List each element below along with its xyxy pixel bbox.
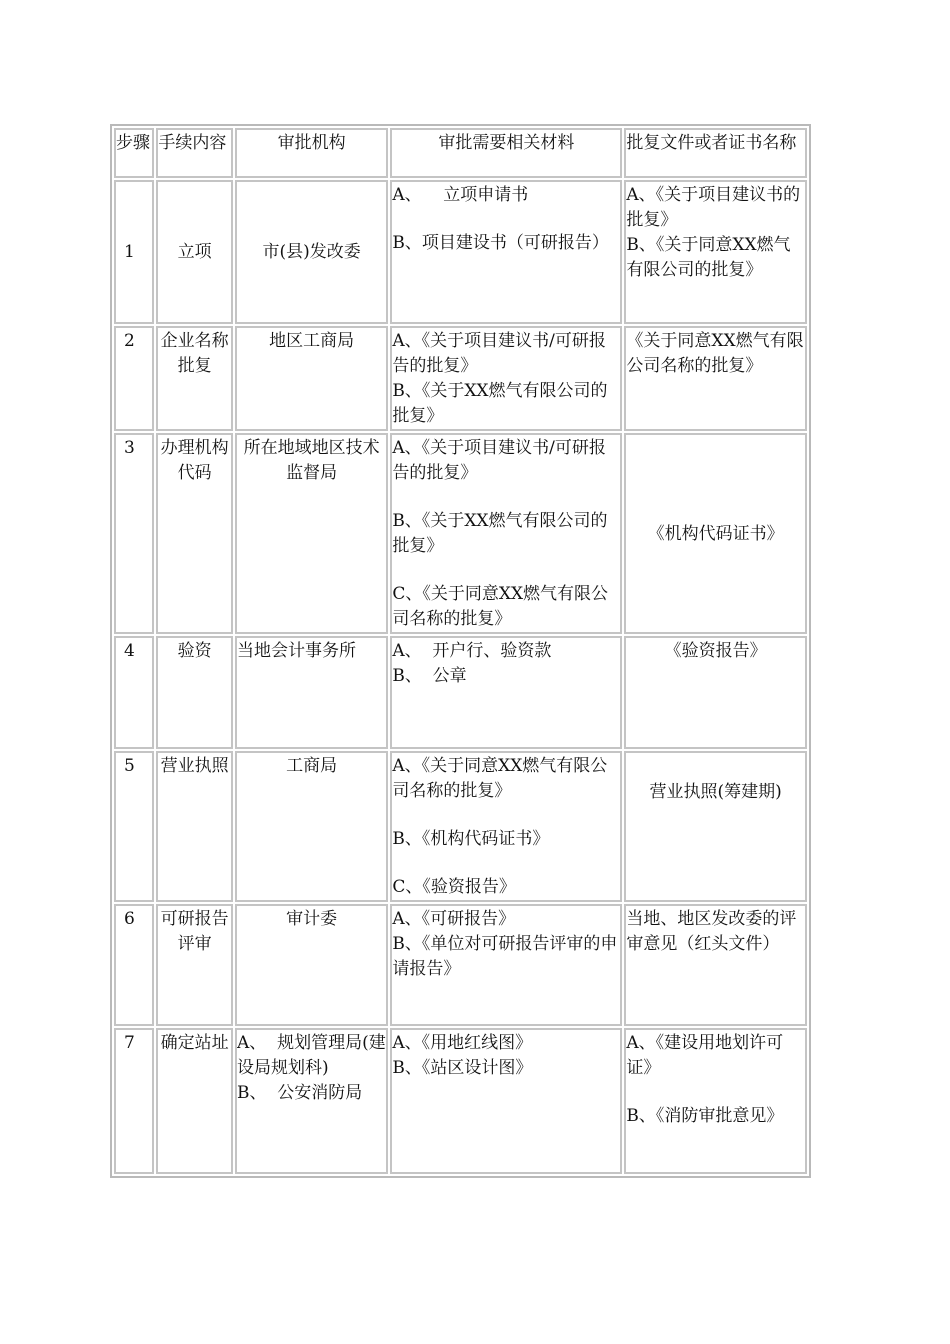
procedure-cell: [156, 751, 233, 902]
document-item: 当地、地区发改委的评审意见（红头文件）: [626, 909, 797, 954]
line-gap: [626, 1081, 805, 1104]
material-item: A、《关于项目建议书/可研报告的批复》: [392, 438, 606, 483]
line-gap: [392, 559, 620, 582]
document-item: 《验资报告》: [664, 641, 767, 661]
table-row: [114, 180, 807, 324]
authority-cell: [235, 751, 388, 902]
procedure-cell: [156, 636, 233, 749]
material-item: B、《单位对可研报告评审的申请报告》: [392, 934, 618, 979]
header-materials: 审批需要相关材料: [390, 128, 622, 178]
procedure-text: 确定站址: [160, 1033, 229, 1053]
line-gap: [392, 486, 620, 509]
procedure-cell: [156, 180, 233, 324]
procedure-text: 立项: [177, 242, 212, 262]
material-item: B、项目建设书（可研报告）: [392, 233, 609, 253]
document-item: B、《消防审批意见》: [626, 1106, 784, 1126]
authority-text: 当地会计事务所: [237, 641, 356, 661]
authority-text: 工商局: [286, 756, 338, 776]
line-gap: [392, 208, 620, 231]
document-item: A、《建设用地划许可证》: [626, 1033, 784, 1078]
document-item: A、《关于项目建议书的批复》: [626, 185, 801, 230]
header-procedure: 手续内容: [156, 128, 233, 178]
documents-cell: [624, 180, 807, 324]
line-gap: [392, 804, 620, 827]
document-item: 《关于同意XX燃气有限公司名称的批复》: [626, 331, 804, 376]
header-documents: 批复文件或者证书名称: [624, 128, 807, 178]
material-item: A、 立项申请书: [392, 185, 529, 205]
materials-cell: [390, 904, 622, 1026]
material-item: A、 开户行、验资款: [392, 641, 552, 661]
materials-cell: [390, 326, 622, 431]
table-row: [114, 636, 807, 749]
material-item: B、《站区设计图》: [392, 1058, 533, 1078]
authority-text: B、 公安消防局: [237, 1083, 363, 1103]
step-number: 7: [114, 1028, 154, 1174]
material-item: A、《可研报告》: [392, 909, 516, 929]
documents-cell: [624, 1028, 807, 1174]
step-number: 2: [114, 326, 154, 431]
authority-text: A、 规划管理局(建设局规划科): [237, 1033, 386, 1078]
authority-text: 审计委: [286, 909, 338, 929]
material-item: A、《用地红线图》: [392, 1033, 533, 1053]
table-row: [114, 326, 807, 431]
step-number: 3: [114, 433, 154, 634]
table-row: [114, 433, 807, 634]
table-row: [114, 904, 807, 1026]
authority-cell: [235, 904, 388, 1026]
authority-text: 所在地域地区技术监督局: [243, 438, 380, 483]
procedure-text: 办理机构代码: [160, 438, 229, 483]
line-gap: [392, 852, 620, 875]
table-row: [114, 1028, 807, 1174]
procedure-cell: [156, 1028, 233, 1174]
procedure-text: 营业执照: [160, 756, 229, 776]
authority-cell: [235, 433, 388, 634]
documents-cell: [624, 326, 807, 431]
authority-text: 地区工商局: [269, 331, 355, 351]
materials-cell: [390, 1028, 622, 1174]
authority-text: 市(县)发改委: [262, 242, 361, 262]
materials-cell: [390, 636, 622, 749]
step-number: 1: [114, 180, 154, 324]
document-item: 《机构代码证书》: [647, 523, 784, 544]
material-item: B、《机构代码证书》: [392, 829, 550, 849]
authority-cell: [235, 180, 388, 324]
procedure-text: 企业名称批复: [160, 331, 229, 376]
material-item: B、 公章: [392, 666, 467, 686]
procedure-cell: [156, 904, 233, 1026]
documents-cell: [624, 433, 807, 634]
materials-cell: [390, 751, 622, 902]
approval-procedure-table: [110, 124, 811, 1178]
material-item: B、《关于XX燃气有限公司的批复》: [392, 381, 608, 426]
table-header-row: [114, 128, 807, 178]
header-authority: 审批机构: [235, 128, 388, 178]
materials-cell: [390, 180, 622, 324]
authority-cell: [235, 636, 388, 749]
material-item: A、《关于同意XX燃气有限公司名称的批复》: [392, 756, 608, 801]
table-row: [114, 751, 807, 902]
procedure-cell: [156, 326, 233, 431]
materials-cell: [390, 433, 622, 634]
material-item: C、《关于同意XX燃气有限公司名称的批复》: [392, 584, 609, 629]
procedure-text: 验资: [177, 641, 212, 661]
step-number: 4: [114, 636, 154, 749]
documents-cell: [624, 904, 807, 1026]
documents-cell: [624, 751, 807, 902]
material-item: C、《验资报告》: [392, 877, 516, 897]
procedure-text: 可研报告评审: [160, 909, 229, 954]
documents-cell: [624, 636, 807, 749]
procedure-cell: [156, 433, 233, 634]
authority-cell: [235, 326, 388, 431]
authority-cell: [235, 1028, 388, 1174]
step-number: 6: [114, 904, 154, 1026]
header-step: 步骤: [114, 128, 154, 178]
material-item: A、《关于项目建议书/可研报告的批复》: [392, 331, 606, 376]
material-item: B、《关于XX燃气有限公司的批复》: [392, 511, 608, 556]
document-item: B、《关于同意XX燃气有限公司的批复》: [626, 235, 791, 280]
step-number: 5: [114, 751, 154, 902]
document-item: 营业执照(筹建期): [649, 782, 782, 802]
